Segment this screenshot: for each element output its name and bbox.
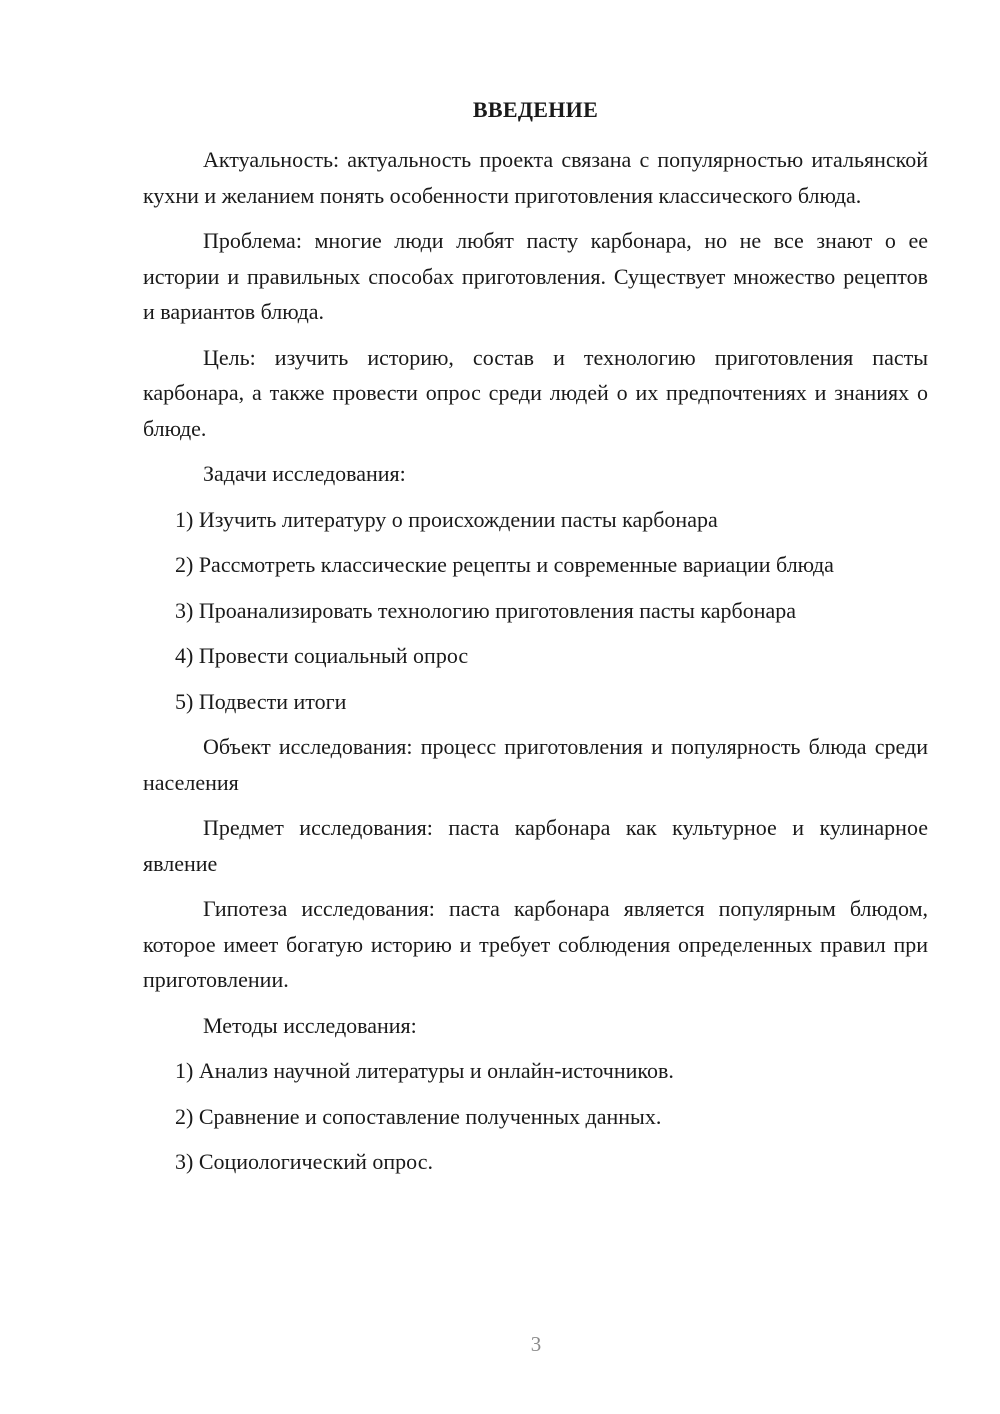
method-item: 3) Социологический опрос.: [175, 1149, 433, 1174]
task-item: 2) Рассмотреть классические рецепты и современные вариации блюда: [175, 552, 834, 577]
relevance-paragraph: Актуальность: актуальность проекта связана с популярностью итальянской кухни и желанием понять особенности приготовления классического блюда.: [143, 147, 928, 208]
tasks-list: [143, 502, 928, 720]
object-paragraph: Объект исследования: процесс приготовления и популярность блюда среди населения: [143, 734, 928, 795]
page-number: 3: [530, 1332, 542, 1356]
methods-heading: Методы исследования:: [203, 1012, 417, 1038]
task-item: 1) Изучить литературу о происхождении пасты карбонара: [175, 506, 718, 532]
task-item: 3) Проанализировать технологию приготовления пасты карбонара: [175, 597, 797, 623]
method-item: 1) Анализ научной литературы и онлайн-источников.: [175, 1058, 674, 1083]
problem-paragraph: Проблема: многие люди любят пасту карбонара, но не все знают о ее истории и правильных способах приготовления. Существует множество рецептов и вариантов блюда.: [143, 228, 928, 324]
document-page: [143, 92, 928, 1190]
task-item: 4) Провести социальный опрос: [175, 643, 469, 668]
tasks-heading: Задачи исследования:: [203, 461, 406, 486]
section-title: ВВЕДЕНИЕ: [472, 97, 599, 122]
methods-list: [143, 1053, 928, 1180]
method-item: 2) Сравнение и сопоставление полученных данных.: [175, 1103, 662, 1129]
goal-paragraph: Цель: изучить историю, состав и технологию приготовления пасты карбонара, а также провести опрос среди людей о их предпочтениях и знаниях о блюде.: [143, 344, 928, 441]
hypothesis-paragraph: Гипотеза исследования: паста карбонара является популярным блюдом, которое имеет богатую историю и требует соблюдения определенных правил при приготовлении.: [143, 896, 928, 992]
subject-paragraph: Предмет исследования: паста карбонара как культурное и кулинарное явление: [143, 815, 928, 876]
task-item: 5) Подвести итоги: [175, 688, 347, 714]
